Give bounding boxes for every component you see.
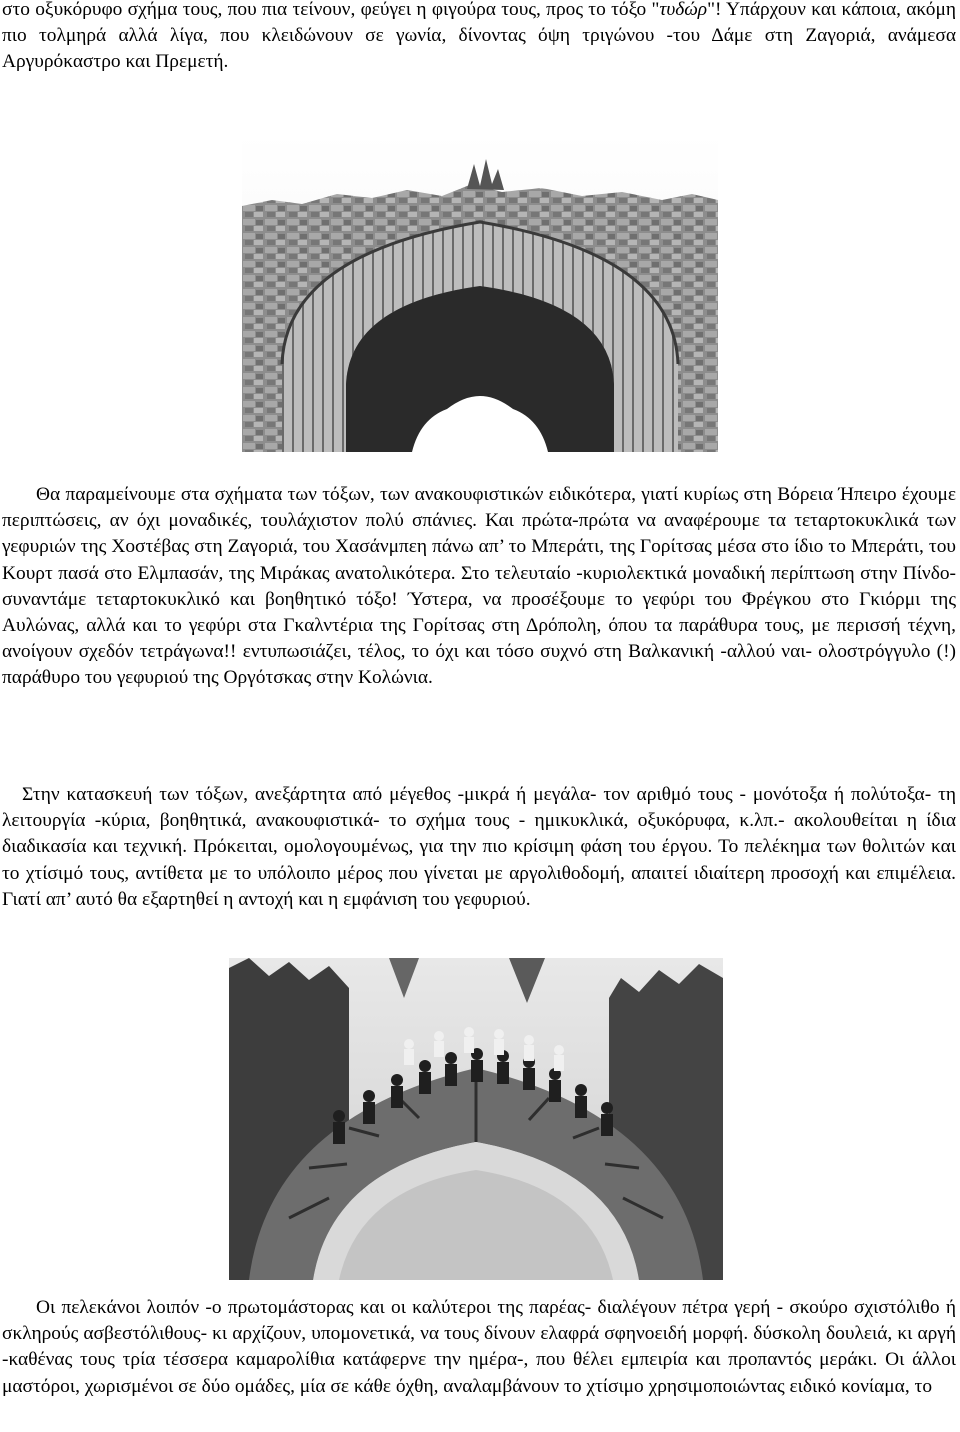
paragraph-intro-part2: "! Υπάρχουν και κάποια, ακόμη πιο τολμηρά αλλά λίγα, που κλειδώνουν σε γωνία, δίνοντας όψη τριγώνου -του Δάμε στη Ζαγοριά, ανάμεσα Αργυρόκαστρο και Πρεμετή. [2,0,956,73]
paragraph-intro [2,0,956,76]
paragraph-arch-construction: Στην κατασκευή των τόξων, ανεξάρτητα από μέγεθος -μικρά ή μεγάλα- τον αριθμό τους - μονότοξα ή πολύτοξα- τη λειτουργία -κύρια, βοηθητικά, ανακουφιστικά- το σχήμα τους - ημικυκλικά, οξυκόρυφα, κ.λπ.- ακολουθείται η ίδια διαδικασία και τεχνική. Πρόκειται, ομολογουμένως, για την πιο κρίσιμη φάση του έργου. Το πελέκημα των θολιτών και το χτίσιμό τους, αντίθετα με το υπόλοιπο μέρος που γίνεται με αργολιθοδομή, απαιτεί ιδιαίτερη προσοχή και επιμέλεια. Γιατί απ’ αυτό θα εξαρτηθεί η αντοχή και η εμφάνιση του γεφυριού. [2,784,956,910]
paragraph-arch-shapes: Θα παραμείνουμε στα σχήματα των τόξων, των ανακουφιστικών ειδικότερα, γιατί κυρίως στη Βόρεια Ήπειρο έχουμε περιπτώσεις, αν όχι μοναδικές, τουλάχιστον πολύ σπάνιες. Και πρώτα-πρώτα να αναφέρουμε τα τεταρτοκυκλικά των γεφυριών της Χοστέβας στη Ζαγοριά, του Χασάνμπεη πάνω απ’ το Μπεράτι, της Γορίτσας μέσα στο ίδιο το Μπεράτι, του Κουρτ πασά στο Ελμπασάν, της Μιράκας ανατολικότερα. Στο τελευταίο -κυριολεκτικά μοναδική περίπτωση στην Πίνδο- συναντάμε τεταρτοκυκλικό και βοηθητικό τόξο! Ύστερα, να προσέξουμε το γεφύρι του Φρέγκου στο Γκιόρμι της Αυλώνας, αλλά και το γεφύρι στα Γκαλντέρια της Γορίτσας στη Δρόπολη, όπου τα παράθυρα τους, με περισσή τέχνη, ανοίγουν σχεδόν τετράγωνα!! εντυπωσιάζει, τέλος, το όχι και τόσο συχνό στη Βαλκανική -αλλού ναι- ολοστρόγγυλο (!) παράθυρο του γεφυριού της Οργότσκας στην Κολώνια. [2,484,956,689]
paragraph-intro-emphasis: τυδώρ [659,0,708,20]
paragraph-intro-part1: στο οξυκόρυφο σχήμα τους, που πια τείνουν, φεύγει η φιγούρα τους, προς το τόξο " [2,0,660,20]
arch-wall-photo [242,134,718,452]
workers-on-arch-photo [229,958,723,1280]
paragraph-stonemasons: Οι πελεκάνοι λοιπόν -ο πρωτομάστορας και οι καλύτεροι της παρέας- διαλέγουν πέτρα γερή - σκούρο σχιστόλιθο ή σκληρούς ασβεστόλιθους- κι αρχίζουν, υπομονετικά, να τους δίνουν ελαφρά σφηνοειδή μορφή. δύσκολη δουλειά, κι αργή -καθένας τους τρία τέσσερα καμαρολίθια κατάφερνε την ημέρα-, που θέλει εμπειρία και προπαντός μεράκι. Οι άλλοι μαστόροι, χωρισμένοι σε δύο ομάδες, μία σε κάθε όχθη, αναλαμβάνουν το χτίσιμο χρησιμοποιώντας ειδικό κονίαμα, το [2,1297,956,1397]
